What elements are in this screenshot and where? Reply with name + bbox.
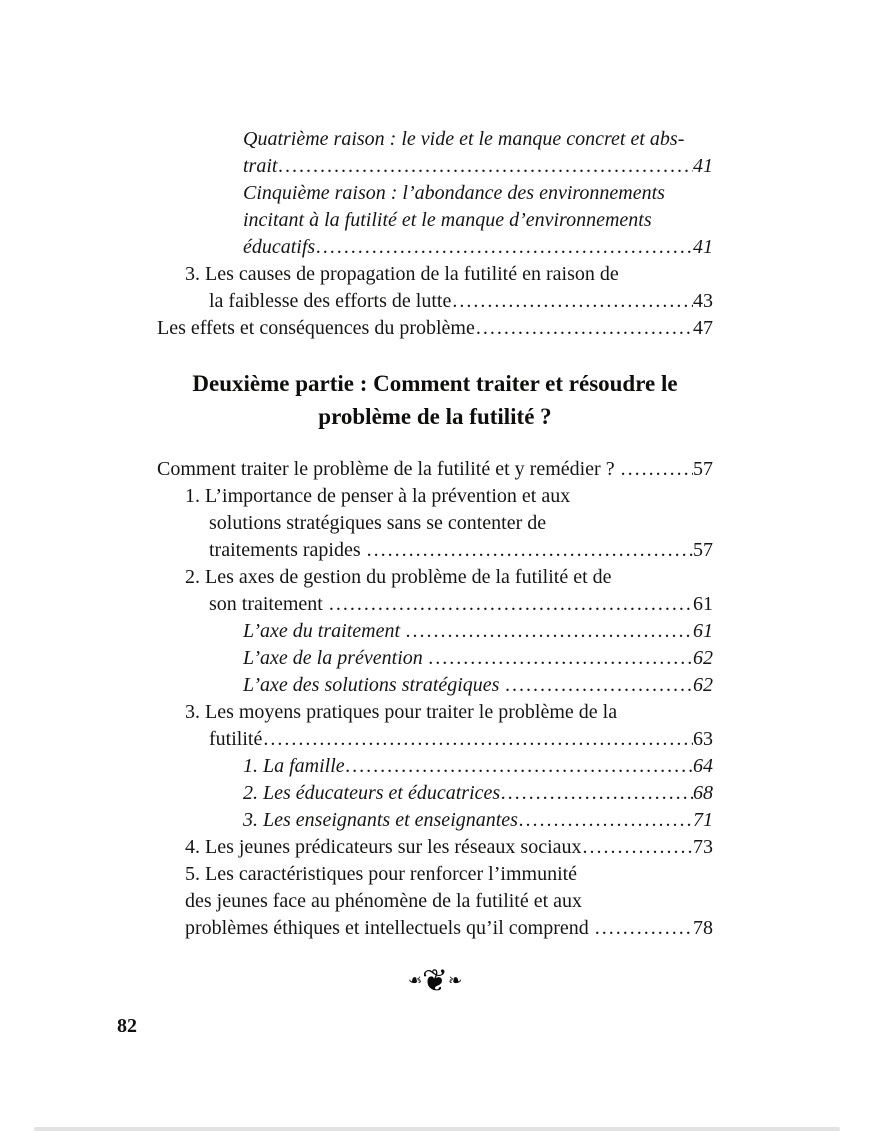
toc-entry-text: L’axe de la prévention	[243, 647, 428, 669]
toc-entry-page: 61	[693, 593, 713, 615]
part-heading	[157, 367, 713, 433]
toc-entry	[157, 153, 713, 180]
toc-entry-page: 61	[693, 620, 713, 642]
dot-leader	[451, 288, 693, 315]
toc-entry-text: 3. Les enseignants et enseignantes	[243, 809, 518, 831]
toc-entry	[157, 807, 713, 834]
dot-leader	[500, 780, 693, 807]
toc-entry-page: 57	[693, 458, 713, 480]
toc-entry-text: 3. Les moyens pratiques pour traiter le problème de la	[185, 701, 618, 723]
dot-leader	[315, 234, 693, 261]
fleuron-right-icon: ❧	[447, 971, 463, 991]
dot-leader	[594, 915, 693, 942]
toc-entry-text: 1. La famille	[243, 755, 345, 777]
toc-entry	[157, 699, 713, 726]
toc-entry	[157, 126, 713, 153]
dot-leader	[582, 834, 693, 861]
toc-entry	[157, 261, 713, 288]
toc-entry	[157, 288, 713, 315]
toc-entry	[157, 564, 713, 591]
dot-leader	[345, 753, 693, 780]
toc-entry-page: 73	[693, 836, 713, 858]
fleuron-ornament	[157, 959, 713, 1005]
toc-entry-text: son traitement	[209, 593, 328, 615]
toc-entry-page: 41	[693, 236, 713, 258]
toc-entry-page: 71	[693, 809, 713, 831]
toc-entry-page: 43	[693, 290, 713, 312]
toc-entry-text: Les effets et conséquences du problème	[157, 317, 475, 339]
toc-entry-text: des jeunes face au phénomène de la futilité et aux	[185, 890, 583, 912]
dot-leader	[620, 456, 693, 483]
dot-leader	[504, 672, 693, 699]
dot-leader	[405, 618, 693, 645]
toc-entry	[157, 315, 713, 342]
dot-leader	[277, 153, 693, 180]
toc-entry	[157, 537, 713, 564]
toc-entry	[157, 180, 713, 207]
toc-entry-text: 2. Les axes de gestion du problème de la futilité et de	[185, 566, 612, 588]
toc-entry-page: 57	[693, 539, 713, 561]
toc-section-bottom	[157, 456, 713, 942]
toc-entry-text: L’axe des solutions stratégiques	[243, 674, 505, 696]
toc-entry-text: Comment traiter le problème de la futilité et y remédier ?	[157, 458, 620, 480]
toc-entry	[157, 672, 713, 699]
toc-entry	[157, 888, 713, 915]
toc-entry-page: 78	[693, 917, 713, 939]
toc-entry-text: traitements rapides	[209, 539, 366, 561]
toc-entry-text: éducatifs	[243, 236, 316, 258]
toc-entry-text: 2. Les éducateurs et éducatrices	[243, 782, 501, 804]
toc-entry-text: futilité	[209, 728, 263, 750]
toc-entry	[157, 456, 713, 483]
page-number: 82	[117, 1015, 137, 1037]
toc-entry	[157, 234, 713, 261]
toc-entry-page: 62	[693, 674, 713, 696]
toc-entry-text: 3. Les causes de propagation de la futilité en raison de	[185, 263, 619, 285]
part-heading-line1: Deuxième partie : Comment traiter et résoudre le	[192, 371, 678, 396]
dot-leader	[428, 645, 693, 672]
toc-entry	[157, 483, 713, 510]
toc-entry-page: 47	[693, 317, 713, 339]
toc-entry	[157, 510, 713, 537]
toc-entry	[157, 915, 713, 942]
toc-entry	[157, 780, 713, 807]
table-of-contents	[157, 126, 713, 1005]
toc-entry-text: L’axe du traitement	[243, 620, 406, 642]
toc-entry	[157, 861, 713, 888]
toc-entry	[157, 645, 713, 672]
fleuron-left-icon: ❧	[407, 971, 422, 991]
toc-entry-page: 63	[693, 728, 713, 750]
toc-entry	[157, 753, 713, 780]
toc-entry-text: problèmes éthiques et intellectuels qu’il comprend	[185, 917, 594, 939]
part-heading-line2: problème de la futilité ?	[318, 404, 552, 429]
toc-entry	[157, 207, 713, 234]
toc-entry	[157, 834, 713, 861]
page-bottom-edge	[34, 1127, 840, 1131]
dot-leader	[475, 315, 693, 342]
dot-leader	[518, 807, 693, 834]
toc-entry	[157, 618, 713, 645]
dot-leader	[328, 591, 693, 618]
fleuron-center-icon: ❦	[422, 963, 448, 999]
toc-entry-text: la faiblesse des efforts de lutte	[209, 290, 452, 312]
toc-entry-text: 4. Les jeunes prédicateurs sur les réseaux sociaux	[185, 836, 582, 858]
toc-entry-text: 1. L’importance de penser à la prévention et aux	[185, 485, 571, 507]
dot-leader	[262, 726, 693, 753]
toc-entry-page: 68	[693, 782, 713, 804]
toc-entry-text: trait	[243, 155, 278, 177]
toc-entry-page: 64	[693, 755, 713, 777]
toc-entry-text: Cinquième raison : l’abondance des environnements	[243, 182, 665, 204]
toc-entry-text: Quatrième raison : le vide et le manque concret et abs-	[243, 128, 685, 150]
toc-entry-page: 62	[693, 647, 713, 669]
toc-entry	[157, 726, 713, 753]
dot-leader	[366, 537, 693, 564]
toc-entry-page: 41	[693, 155, 713, 177]
toc-section-top	[157, 126, 713, 342]
toc-entry-text: 5. Les caractéristiques pour renforcer l’immunité	[185, 863, 578, 885]
toc-entry	[157, 591, 713, 618]
toc-entry-text: incitant à la futilité et le manque d’environnements	[243, 209, 652, 231]
toc-entry-text: solutions stratégiques sans se contenter de	[209, 512, 547, 534]
